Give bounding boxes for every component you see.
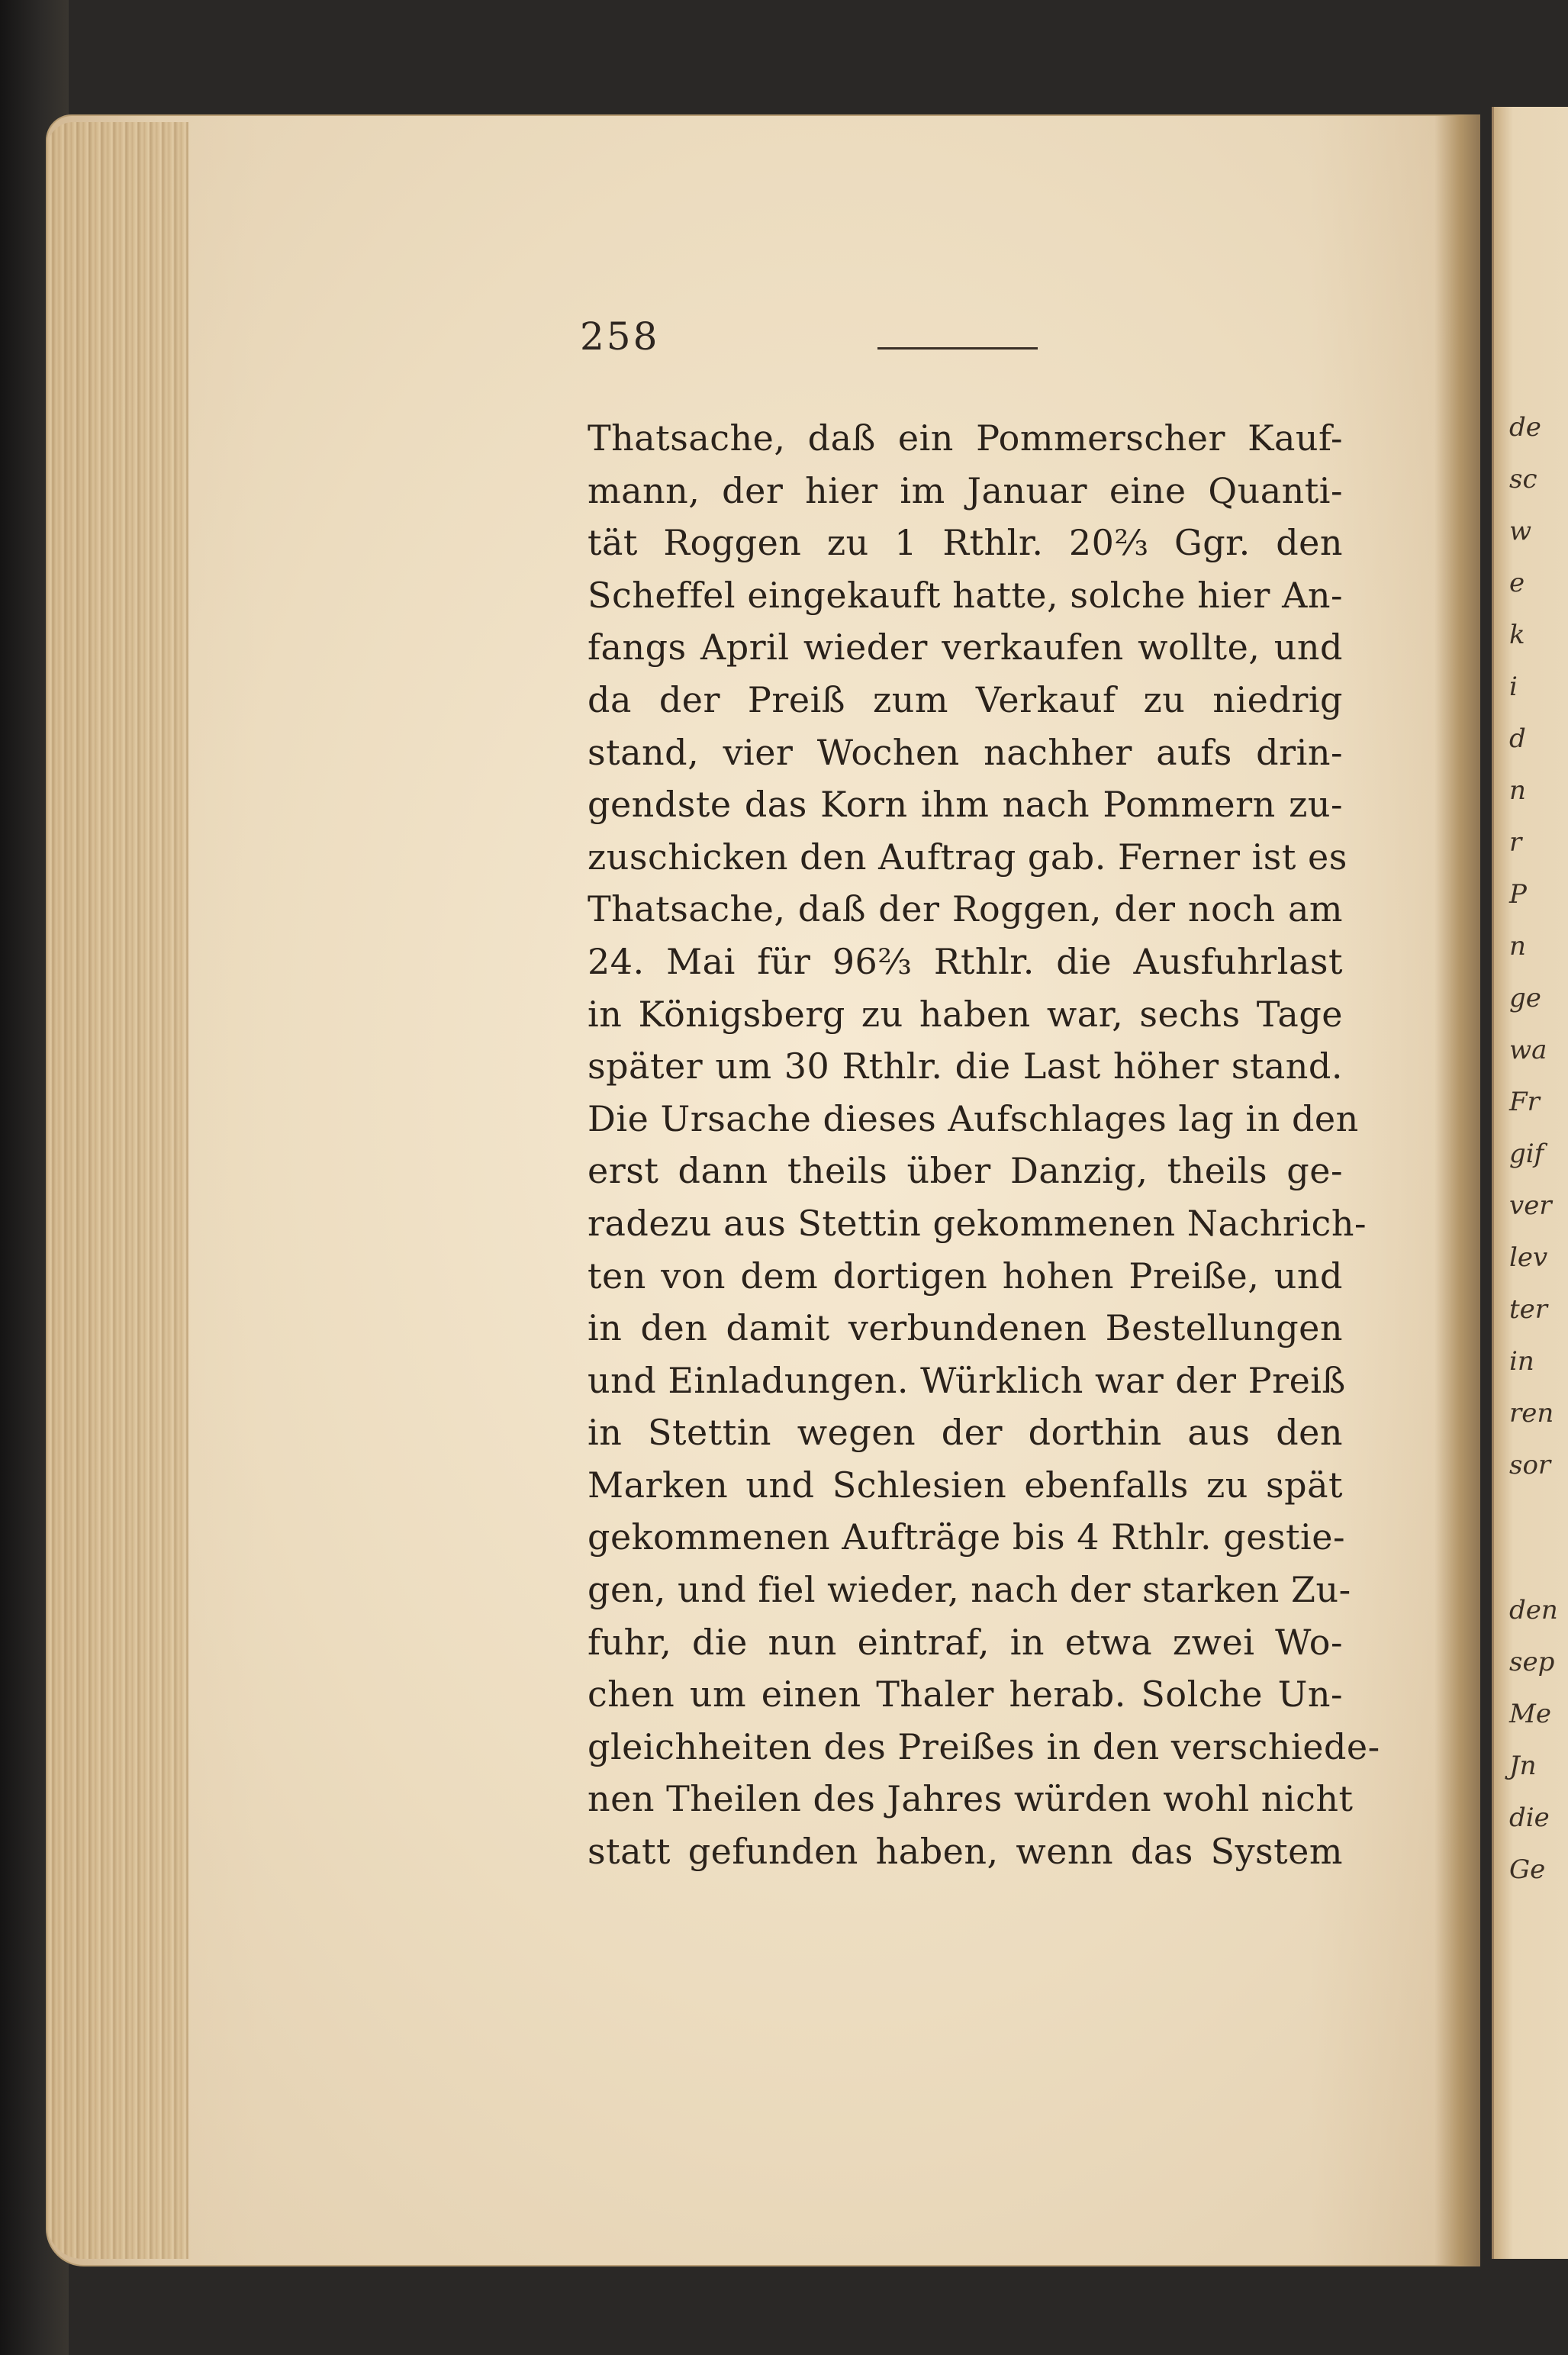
facing-fragment: lev (1509, 1242, 1548, 1273)
facing-fragment: n (1509, 931, 1526, 962)
text-line: später um 30 Rthlr. die Last höher stand. (588, 1045, 1343, 1087)
text-line: fangs April wieder verkaufen wollte, und (588, 627, 1343, 668)
facing-fragment: Jn (1509, 1751, 1537, 1781)
text-line: da der Preiß zum Verkauf zu niedrig (588, 678, 1343, 720)
text-line: zuschicken den Auftrag gab. Ferner ist es (588, 836, 1347, 878)
text-line: 24. Mai für 96⅔ Rthlr. die Ausfuhrlast (588, 940, 1343, 982)
text-line: und Einladungen. Würklich war der Preiß (588, 1359, 1346, 1401)
body-text (588, 412, 1380, 1878)
facing-fragment: n (1509, 775, 1526, 806)
facing-fragment: r (1509, 827, 1522, 858)
text-line: gekommenen Aufträge bis 4 Rthlr. gestie- (588, 1516, 1346, 1558)
facing-fragment: ren (1509, 1398, 1554, 1429)
facing-fragment: d (1509, 723, 1526, 754)
facing-fragment: de (1509, 412, 1541, 443)
book-gutter (1434, 114, 1480, 2266)
text-line: chen um einen Thaler herab. Solche Un- (588, 1674, 1343, 1716)
facing-fragment: P (1509, 879, 1527, 910)
facing-fragment: i (1509, 672, 1518, 702)
text-line: gendste das Korn ihm nach Pommern zu- (588, 784, 1343, 826)
text-line: in den damit verbundenen Bestellungen (588, 1307, 1343, 1349)
text-line: Scheffel eingekauft hatte, solche hier An- (588, 574, 1343, 616)
text-line: in Königsberg zu haben war, sechs Tage (588, 993, 1343, 1035)
facing-fragment: w (1509, 516, 1532, 546)
facing-fragment: gif (1509, 1139, 1544, 1169)
facing-fragment: sc (1509, 464, 1537, 495)
page-edge-texture (47, 122, 188, 2259)
facing-fragment: sor (1509, 1450, 1551, 1480)
facing-fragment: wa (1509, 1035, 1547, 1065)
facing-fragment: die (1509, 1802, 1550, 1833)
text-line: Die Ursache dieses Aufschlages lag in den (588, 1097, 1359, 1139)
text-line: statt gefunden haben, wenn das System (588, 1831, 1343, 1873)
text-line: tät Roggen zu 1 Rthlr. 20⅔ Ggr. den (588, 522, 1343, 564)
facing-page (1492, 107, 1568, 2259)
facing-fragment: den (1509, 1595, 1558, 1625)
facing-fragment: sep (1509, 1647, 1555, 1677)
text-line: Thatsache, daß der Roggen, der noch am (588, 888, 1343, 930)
facing-fragment: Fr (1509, 1087, 1540, 1117)
text-line: in Stettin wegen der dorthin aus den (588, 1412, 1343, 1454)
facing-fragment: in (1509, 1346, 1534, 1377)
text-line: gen, und fiel wieder, nach der starken Zu- (588, 1569, 1351, 1611)
text-line: erst dann theils über Danzig, theils ge- (588, 1150, 1343, 1192)
facing-fragment: Me (1509, 1699, 1551, 1729)
text-line: mann, der hier im Januar eine Quanti- (588, 469, 1343, 511)
page-number: 258 (580, 314, 660, 359)
text-line: radezu aus Stettin gekommenen Nachrich- (588, 1202, 1367, 1244)
facing-fragment: k (1509, 620, 1525, 650)
text-line: stand, vier Wochen nachher aufs drin- (588, 731, 1343, 773)
facing-fragment: e (1509, 568, 1525, 598)
facing-fragment: Ge (1509, 1854, 1546, 1885)
facing-fragment: ge (1509, 983, 1541, 1013)
text-line: Marken und Schlesien ebenfalls zu spät (588, 1464, 1343, 1506)
text-line: Thatsache, daß ein Pommerscher Kauf- (588, 417, 1343, 459)
facing-fragment: ter (1509, 1294, 1548, 1325)
text-line: nen Theilen des Jahres würden wohl nicht (588, 1778, 1354, 1820)
facing-fragment: ver (1509, 1190, 1552, 1221)
header-rule (877, 347, 1038, 350)
text-line: gleichheiten des Preißes in den verschiede- (588, 1725, 1380, 1767)
text-line: ten von dem dortigen hohen Preiße, und (588, 1255, 1343, 1297)
text-line: fuhr, die nun eintraf, in etwa zwei Wo- (588, 1621, 1343, 1663)
